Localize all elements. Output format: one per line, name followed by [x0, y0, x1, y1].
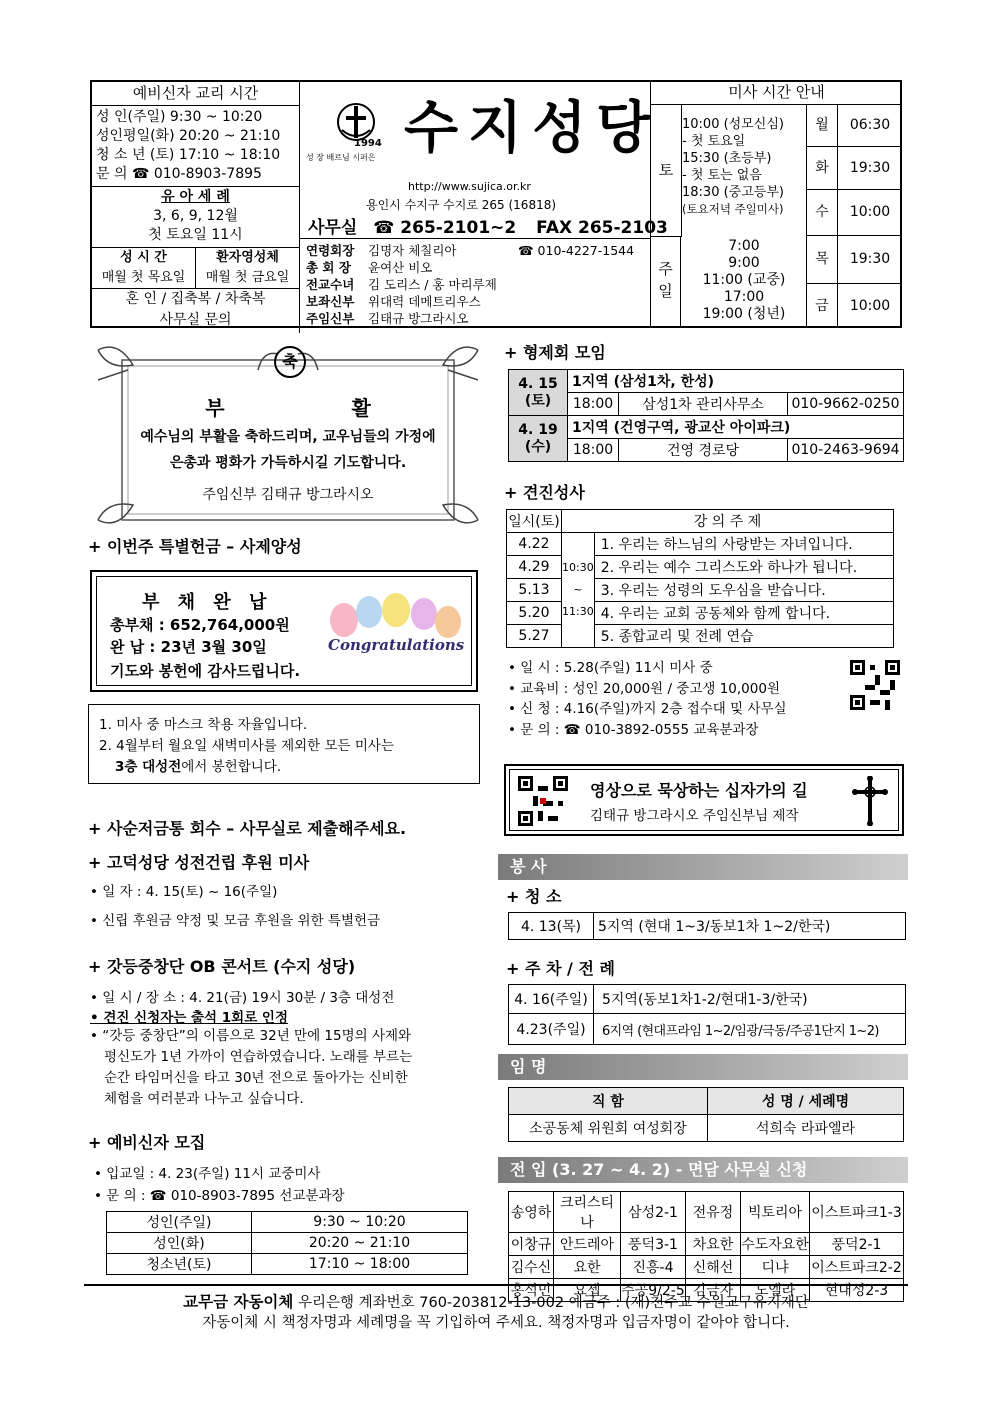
weekday-mass — [806, 104, 902, 326]
staff-role: 주임신부 — [306, 311, 355, 326]
parking-text: 5지역(동보1차1-2/현대1-3/한국) — [594, 985, 906, 1014]
parking-date: 4. 16(주일) — [509, 985, 594, 1014]
table-row — [509, 1233, 904, 1256]
brotherhood-table — [508, 369, 904, 462]
concert-line: 체험을 여러분과 나누고 싶습니다. — [104, 1091, 304, 1107]
weekday-day: 금 — [807, 284, 838, 328]
staff-role: 총 회 장 — [306, 260, 351, 275]
lecture-time — [562, 533, 595, 648]
greeting-line: 예수님의 부활을 축하드리며, 교우님들의 가정에 — [140, 429, 436, 445]
sun-time: 19:00 (청년) — [702, 306, 786, 322]
sat-time: 15:30 (초등부) — [682, 151, 772, 166]
meeting-date — [509, 370, 568, 416]
cleaning-text: 5지역 (현대 1~3/동보1차 1~2/한국) — [594, 913, 906, 940]
infant-baptism-row: 3, 6, 9, 12월 — [153, 208, 238, 224]
wedding-text: 사무실 문의 — [159, 312, 232, 328]
footer-line: 자동이체 시 책정자명과 세례명을 꼭 기입하여 주세요. 책정자명과 입금자명이 같아야 합니다. — [202, 1315, 790, 1331]
table-row — [509, 1115, 904, 1142]
table-row — [509, 1256, 904, 1279]
parking-title: + 주 차 / 전 례 — [506, 959, 615, 978]
lecture-topic: 1. 우리는 하느님의 사랑받는 자녀입니다. — [594, 533, 893, 556]
wedding-title: 혼 인 / 집축복 / 차축복 — [125, 291, 266, 307]
appointment-name: 석희숙 라파엘라 — [708, 1115, 904, 1142]
table-row — [509, 439, 904, 462]
confirmation-info — [508, 658, 787, 740]
lecture-time-line: 10:30 — [562, 561, 594, 574]
confirmation-info-item: • 일 시 : 5.28(주일) 11시 미사 중 — [508, 660, 713, 676]
table-cell: 삼성2-1 — [621, 1192, 686, 1233]
confirmation-table — [506, 509, 894, 648]
catechumen-title: + 예비신자 모집 — [88, 1133, 206, 1152]
table-row — [509, 416, 904, 439]
meeting-date-text: 4. 15 — [518, 375, 558, 392]
meeting-day-text: (토) — [524, 392, 552, 409]
table-cell: 풍덕2-1 — [810, 1233, 904, 1256]
table-cell: 신해선 — [686, 1256, 741, 1279]
godeok-item: • 일 자 : 4. 15(토) ~ 16(주일) — [90, 884, 278, 900]
staff-role: 전교수녀 — [306, 277, 355, 292]
transfer-bar: 전 입 (3. 27 ~ 4. 2) - 면담 사무실 신청 — [498, 1157, 908, 1183]
infant-baptism-title: 유 아 세 례 — [161, 189, 230, 205]
lecture-topic: 3. 우리는 성령의 도우심을 받습니다. — [594, 579, 893, 602]
greeting-line: 은총과 평화가 가득하시길 기도합니다. — [169, 455, 407, 471]
staff-name: 김태규 방그라시오 — [368, 311, 469, 326]
table-header: 강 의 주 제 — [562, 510, 894, 533]
table-cell: 풍덕3-1 — [621, 1233, 686, 1256]
congrats-text: Congratulations — [328, 636, 465, 654]
table-row — [509, 985, 906, 1014]
staff-name: 김명자 체칠리아 — [368, 243, 457, 258]
cross-icon — [852, 776, 888, 830]
mass-panel — [650, 80, 902, 328]
table-row — [507, 533, 894, 556]
sunday-label-text: 주일 — [658, 260, 673, 300]
footer — [84, 1292, 908, 1333]
staff-name: 윤여산 비오 — [368, 260, 433, 275]
table-cell: 요셉 — [554, 1279, 621, 1302]
office-label: 사무실 — [308, 218, 358, 238]
parking-table — [508, 984, 906, 1045]
table-cell: 노엘라 — [741, 1279, 810, 1302]
logo-year: 1994 — [354, 138, 382, 149]
easter-greeting — [88, 340, 488, 530]
debt-total: 총부채 : 652,764,000원 — [110, 616, 290, 634]
table-header: 성 명 / 세례명 — [708, 1088, 904, 1115]
table-row — [509, 370, 904, 393]
table-row — [509, 1088, 904, 1115]
meeting-phone: 010-9662-0250 — [788, 393, 904, 416]
qr-code-icon — [518, 776, 568, 826]
lecture-date: 4.29 — [507, 556, 562, 579]
footer-bold: 교무금 자동이체 — [183, 1293, 294, 1311]
congratulations-balloons — [324, 592, 466, 662]
concert-description — [90, 1026, 480, 1110]
weekday-day: 화 — [807, 147, 838, 189]
debt-title: 부 채 완 납 — [142, 592, 273, 613]
concert-title: + 갓등중창단 OB 콘서트 (수지 성당) — [88, 957, 356, 976]
staff-list — [306, 242, 634, 327]
notice-item: 1. 미사 중 마스크 착용 자율입니다. — [99, 717, 308, 733]
meeting-time: 18:00 — [568, 439, 619, 462]
table-header: 일시(토) — [507, 510, 562, 533]
catechism-row: 청 소 년 (토) 17:10 ~ 18:10 — [96, 147, 281, 163]
table-row — [509, 1192, 904, 1233]
lecture-date: 4.22 — [507, 533, 562, 556]
holy-hour-text: 매월 첫 목요일 — [101, 270, 186, 285]
concert-item: • 일 시 / 장 소 : 4. 21(금) 19시 30분 / 3층 대성전 — [90, 990, 395, 1006]
debt-done: 완 납 : 23년 3월 30일 — [110, 638, 267, 656]
sat-time: (토요저녁 주일미사) — [682, 202, 784, 216]
weekday-time: 10:00 — [849, 298, 891, 314]
notice-bold: 3층 대성전 — [115, 759, 182, 775]
table-cell: 이스트파크2-2 — [810, 1256, 904, 1279]
weekday-time: 10:00 — [849, 204, 891, 220]
stations-box[interactable] — [504, 764, 904, 836]
sunday-label — [651, 236, 681, 326]
weekday-time: 19:30 — [849, 160, 891, 176]
table-cell: 빅토리아 — [741, 1192, 810, 1233]
confirmation-info-item: • 문 의 : ☎ 010-3892-0555 교육분과장 — [508, 721, 759, 738]
concert-line: • “갓등 중창단”의 이름으로 32년 만에 15명의 사제와 — [90, 1028, 412, 1044]
church-address: 용인시 수지구 수지로 265 (16818) — [366, 198, 557, 212]
lecture-time-line: ~ — [573, 583, 583, 596]
table-cell: 청소년(토) — [107, 1254, 252, 1275]
concert-line: 순간 타임머신을 타고 30년 전으로 돌아가는 신비한 — [104, 1070, 408, 1086]
appointment-title: 소공동체 위원회 여성회장 — [509, 1115, 708, 1142]
table-row — [107, 1233, 468, 1254]
catechumen-item: • 문 의 : ☎ 010-8903-7895 선교분과장 — [94, 1188, 345, 1204]
meeting-region: 1지역 (건영구역, 광교산 아이파크) — [568, 416, 904, 439]
catechism-panel — [92, 82, 300, 333]
weekday-day: 월 — [807, 104, 838, 146]
qr-code-icon — [850, 660, 900, 710]
notice-rest: 에서 봉헌합니다. — [181, 759, 282, 775]
staff-phone: ☎ 010-4227-1544 — [518, 243, 635, 258]
infant-baptism-row: 첫 토요일 11시 — [148, 227, 243, 243]
table-cell: 수도자요한 — [741, 1233, 810, 1256]
celebration-badge: 축 — [274, 346, 306, 378]
meeting-day-text: (수) — [524, 438, 552, 455]
meeting-time: 18:00 — [568, 393, 619, 416]
meeting-place: 삼성1차 관리사무소 — [619, 393, 788, 416]
catechism-row: 성인평일(화) 20:20 ~ 21:10 — [96, 128, 281, 144]
lecture-time-line: 11:30 — [562, 605, 594, 618]
confirmation-info-item: • 신 청 : 4.16(주일)까지 2층 접수대 및 사무실 — [508, 701, 787, 717]
appointment-table — [508, 1087, 904, 1142]
greeting-title: 부 활 — [205, 396, 431, 420]
table-cell: 요한 — [554, 1256, 621, 1279]
parking-date: 4.23(주일) — [509, 1014, 594, 1045]
table-row — [507, 510, 894, 533]
debt-box — [90, 570, 478, 692]
table-row — [509, 913, 906, 940]
sat-time: 10:00 (성모신심) — [682, 117, 784, 132]
greeting-sign: 주임신부 김태규 방그라시오 — [202, 487, 374, 503]
staff-divider — [300, 238, 650, 239]
table-cell: 이스트파크1-3 — [810, 1192, 904, 1233]
sunday-times — [682, 238, 806, 323]
footer-divider — [84, 1284, 908, 1286]
notice-box — [88, 704, 480, 784]
godeok-title: + 고덕성당 성전건립 후원 미사 — [88, 853, 310, 872]
catechumen-table — [106, 1211, 468, 1275]
table-cell: 송영하 — [509, 1192, 554, 1233]
holy-hour-title: 성 시 간 — [120, 250, 167, 265]
meeting-date — [509, 416, 568, 462]
table-cell: 김금자 — [686, 1279, 741, 1302]
service-bar: 봉 사 — [498, 854, 908, 880]
staff-role: 보좌신부 — [306, 294, 355, 309]
confirmation-title: + 견진성사 — [504, 483, 585, 502]
sun-time: 7:00 — [728, 238, 760, 254]
stations-qr-code[interactable] — [518, 776, 568, 830]
stations-subtitle: 김태규 방그라시오 주임신부님 제작 — [590, 808, 799, 824]
sat-time: - 첫 토요일 — [682, 134, 746, 149]
weekday-time: 19:30 — [849, 251, 891, 267]
table-cell: 차요한 — [686, 1233, 741, 1256]
catechism-title: 예비신자 교리 시간 — [92, 82, 300, 106]
confirmation-qr-code[interactable] — [850, 660, 900, 722]
meeting-place: 건영 경로당 — [619, 439, 788, 462]
staff-name: 위대력 데메트리우스 — [368, 294, 481, 309]
office-info — [308, 213, 668, 238]
sick-communion-text: 매월 첫 금요일 — [205, 270, 290, 285]
meeting-phone: 010-2463-9694 — [788, 439, 904, 462]
lent-box-title: + 사순저금통 회수 – 사무실로 제출해주세요. — [88, 819, 407, 838]
table-cell: 크리스티나 — [554, 1192, 621, 1233]
sun-time: 9:00 — [728, 255, 760, 271]
table-cell: 주공9/2-5 — [621, 1279, 686, 1302]
weekday-time: 06:30 — [849, 117, 891, 133]
table-cell: 김수신 — [509, 1256, 554, 1279]
cleaning-date: 4. 13(목) — [509, 913, 594, 940]
table-cell: 디냐 — [741, 1256, 810, 1279]
meeting-region: 1지역 (삼성1차, 한성) — [568, 370, 904, 393]
logo-motto: 성 장 배르님 시퍼은 — [306, 153, 376, 162]
debt-thanks: 기도와 봉헌에 감사드립니다. — [110, 662, 301, 680]
table-cell: 진흥-4 — [621, 1256, 686, 1279]
special-collection: + 이번주 특별헌금 – 사제양성 — [88, 537, 302, 556]
concert-line: 평신도가 1년 가까이 연습하였습니다. 노래를 부르는 — [104, 1049, 413, 1065]
concert-item: • 견진 신청자는 출석 1회로 인정 — [90, 1010, 289, 1026]
table-cell: 성인(주일) — [107, 1212, 252, 1233]
table-row — [107, 1254, 468, 1275]
parking-text: 6지역 (현대프라임 1~2/임광/극동/주공1단지 1~2) — [594, 1014, 906, 1045]
table-cell: 17:10 ~ 18:00 — [252, 1254, 468, 1275]
office-phone: ☎ 265-2101~2 — [373, 218, 517, 238]
table-cell: 9:30 ~ 10:20 — [252, 1212, 468, 1233]
table-cell: 성인(화) — [107, 1233, 252, 1254]
church-url: http://www.sujica.or.kr — [408, 180, 531, 193]
brotherhood-title: + 형제회 모임 — [504, 343, 606, 362]
office-fax: FAX 265-2103 — [536, 218, 668, 238]
table-row — [107, 1212, 468, 1233]
weekday-day: 목 — [807, 236, 838, 283]
table-row — [509, 393, 904, 416]
sun-time: 11:00 (교중) — [702, 272, 786, 288]
sat-time: 18:30 (중고등부) — [682, 185, 784, 200]
footer-line: 우리은행 계좌번호 760-203812-13-002 예금주 : (재)천주교 수원교구유지재단 — [297, 1295, 809, 1311]
godeok-item: • 신립 후원금 약정 및 모금 후원을 위한 특별헌금 — [90, 913, 381, 929]
table-cell: 전유정 — [686, 1192, 741, 1233]
catechumen-item: • 입교일 : 4. 23(주일) 11시 교중미사 — [94, 1166, 321, 1182]
weekday-day: 수 — [807, 190, 838, 235]
lecture-date: 5.27 — [507, 625, 562, 648]
saturday-label: 토 — [651, 104, 682, 237]
staff-name: 김 도리스 / 홍 마리루제 — [368, 277, 497, 292]
confirmation-info-item: • 교육비 : 성인 20,000원 / 중고생 10,000원 — [508, 680, 780, 697]
sick-communion-title: 환자영성체 — [216, 250, 279, 265]
lecture-topic: 4. 우리는 교회 공동체와 함께 합니다. — [594, 602, 893, 625]
sat-time: - 첫 토는 없음 — [682, 168, 762, 183]
catechism-row: 성 인(주일) 9:30 ~ 10:20 — [96, 109, 263, 125]
lecture-topic: 5. 종합교리 및 전례 연습 — [594, 625, 893, 648]
lecture-date: 5.13 — [507, 579, 562, 602]
sun-time: 17:00 — [723, 289, 765, 305]
table-cell: 안드레아 — [554, 1233, 621, 1256]
table-cell: 20:20 ~ 21:10 — [252, 1233, 468, 1254]
meeting-date-text: 4. 19 — [518, 421, 558, 438]
table-row — [509, 1014, 906, 1045]
notice-item: 2. 4월부터 월요일 새벽미사를 제외한 모든 미사는 — [99, 738, 394, 754]
church-name: 수지성당 — [404, 96, 661, 161]
table-cell: 이창규 — [509, 1233, 554, 1256]
cleaning-title: + 청 소 — [506, 887, 562, 906]
table-cell: 현대성2-3 — [810, 1279, 904, 1302]
catechism-row: 문 의 ☎ 010-8903-7895 — [96, 166, 262, 182]
table-header: 직 함 — [509, 1088, 708, 1115]
table-cell: 홍석민 — [509, 1279, 554, 1302]
mass-title: 미사 시간 안내 — [651, 80, 902, 105]
lecture-topic: 2. 우리는 예수 그리스도와 하나가 됩니다. — [594, 556, 893, 579]
lecture-date: 5.20 — [507, 602, 562, 625]
staff-role: 연령회장 — [306, 243, 355, 258]
cleaning-table — [508, 912, 906, 940]
appointment-bar: 임 명 — [498, 1054, 908, 1080]
saturday-times — [682, 116, 806, 218]
stations-title: 영상으로 묵상하는 십자가의 길 — [590, 781, 808, 800]
